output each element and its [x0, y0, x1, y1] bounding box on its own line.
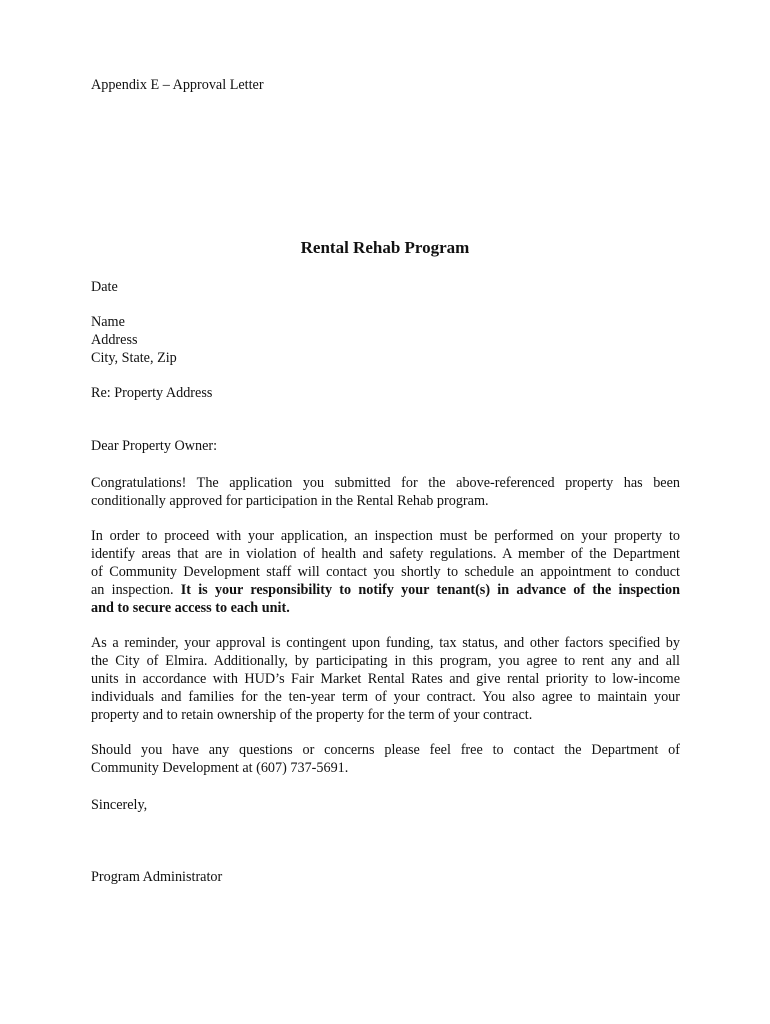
recipient-address-block	[91, 313, 680, 367]
recipient-address: Address	[91, 332, 138, 348]
date-line: Date	[91, 279, 118, 295]
salutation: Dear Property Owner:	[91, 438, 218, 454]
paragraph-line: individuals and families for the ten-year term of your contract. You also agree to maintain your	[91, 689, 680, 705]
paragraph-line: conditionally approved for participation in the Rental Rehab program.	[91, 493, 489, 509]
recipient-city-state-zip: City, State, Zip	[91, 350, 177, 366]
signer-title: Program Administrator	[91, 869, 223, 885]
program-title: Rental Rehab Program	[300, 238, 470, 257]
paragraph-contact	[91, 741, 680, 777]
paragraph-line: identify areas that are in violation of health and safety regulations. A member of the Department	[91, 546, 680, 562]
paragraph-line: the City of Elmira. Additionally, by participating in this program, you agree to rent any and all	[91, 653, 680, 669]
paragraph-reminder	[91, 634, 680, 724]
paragraph-line: As a reminder, your approval is contingent upon funding, tax status, and other factors specified by	[91, 635, 680, 651]
paragraph-line-bold	[91, 599, 680, 617]
paragraph-inspection	[91, 527, 680, 617]
paragraph-line: Should you have any questions or concerns please feel free to contact the Department of	[91, 742, 680, 758]
paragraph-line: of Community Development staff will contact you shortly to schedule an appointment to conduct	[91, 564, 680, 580]
responsibility-notice: It is your responsibility to notify your tenant(s) in advance of the inspection	[180, 582, 680, 598]
paragraph-line: units in accordance with HUD’s Fair Market Rental Rates and give rental priority to low-income	[91, 671, 680, 687]
paragraph-line-mixed	[91, 581, 680, 599]
paragraph-congratulations	[91, 474, 680, 510]
paragraph-line: property and to retain ownership of the property for the term of your contract.	[91, 707, 533, 723]
paragraph-text: an inspection.	[91, 582, 181, 598]
paragraph-line: Community Development at (607) 737-5691.	[91, 760, 349, 776]
recipient-name: Name	[91, 314, 125, 330]
paragraph-line: In order to proceed with your application, an inspection must be performed on your property to	[91, 528, 680, 544]
closing: Sincerely,	[91, 797, 148, 813]
paragraph-line: Congratulations! The application you submitted for the above-referenced property has been	[91, 475, 680, 491]
re-line: Re: Property Address	[91, 385, 213, 401]
appendix-label: Appendix E – Approval Letter	[91, 77, 264, 93]
access-notice: and to secure access to each unit.	[91, 600, 290, 616]
